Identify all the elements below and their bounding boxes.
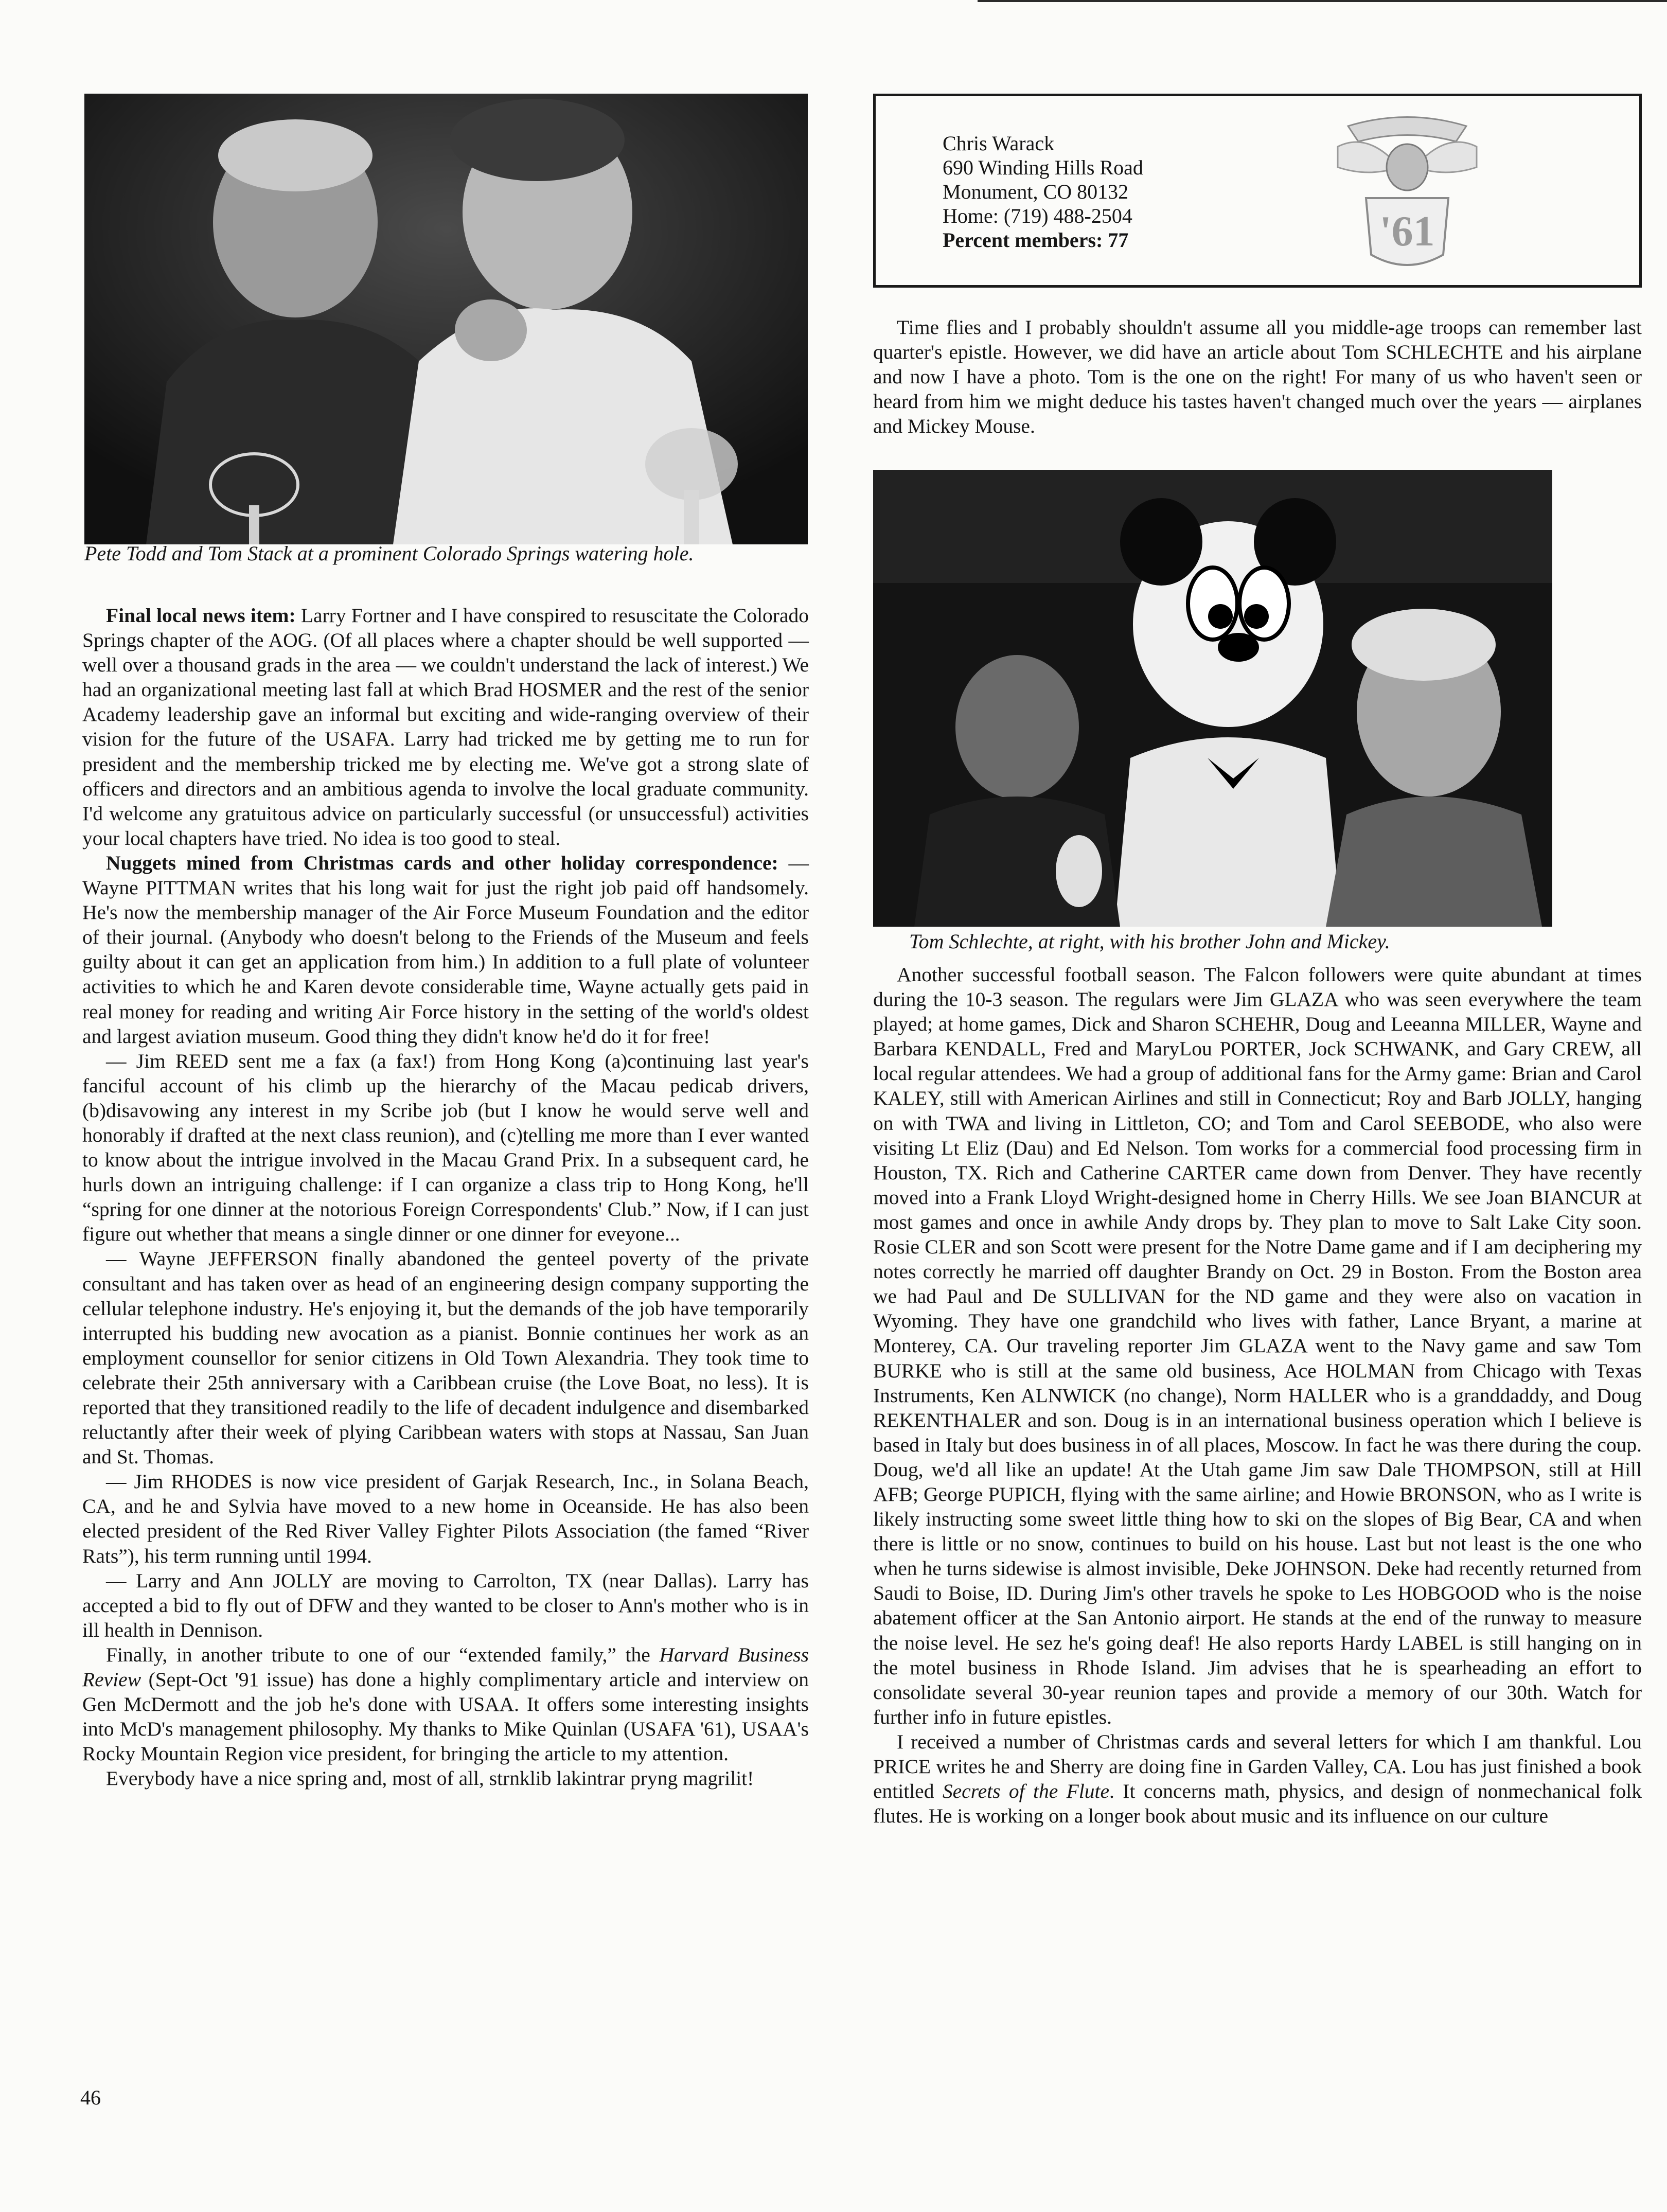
paragraph	[82, 603, 809, 851]
left-column-text	[82, 603, 809, 1791]
contact-address: 690 Winding Hills Road	[943, 156, 1143, 179]
journal-title: Harvard Business Review	[82, 1643, 809, 1691]
crest-year: '61	[1379, 207, 1435, 255]
contact-lines	[943, 131, 1143, 252]
paragraph-text: Time flies and I probably shouldn't assume all you middle-age troops can remember last quarter's epistle. However, we did have an article about Tom SCHLECHTE and his airplane and now I have a photo. Tom is the one on the right! For many of us who haven't seen or heard from him we might deduce his tastes haven't changed much over the years — airplanes and Mickey Mouse.	[873, 316, 1642, 438]
contact-city: Monument, CO 80132	[943, 180, 1129, 203]
paragraph-text: I received a number of Christmas cards and several letters for which I am thankful. Lou PRICE writes he and Sherry are doing fine in Garden Valley, CA. Lou has just finished a book entitled	[873, 1730, 1642, 1803]
photo-todd-stack-image	[84, 94, 808, 544]
paragraph	[873, 315, 1642, 438]
photo-schlechte-mickey-image	[873, 470, 1552, 927]
paragraph-text: Everybody have a nice spring and, most of all, strnklib lakintrar pryng magrilit!	[106, 1767, 754, 1790]
paragraph	[82, 1469, 809, 1568]
paragraph	[873, 1729, 1642, 1828]
paragraph-lead: Final local news item:	[106, 604, 296, 627]
paragraph	[82, 1642, 809, 1766]
paragraph-text: — Wayne PITTMAN writes that his long wait for just the right job paid off handsomely. He's now the membership manager of the Air Force Museum Foundation and the editor of their journal. (Anybody who doesn't belong to the Friends of the Museum and feels guilty about it can get an application from him.) In addition to a full plate of volunteer activities to which he and Karen devote considerable time, Wayne actually gets paid in real money for reading and writing Air Force history in the setting of the world's oldest and largest aviation museum. Good thing they didn't know he'd do it for free!	[82, 851, 809, 1048]
paragraph-text: (Sept-Oct '91 issue) has done a highly complimentary article and interview on Gen McDermott and the job he's done with USAA. It offers some interesting insights into McD's management philosophy. My thanks to Mike Quinlan (USAFA '61), USAA's Rocky Mountain Region vice president, for bringing the article to my attention.	[82, 1668, 809, 1765]
right-intro-text	[873, 315, 1642, 438]
contact-phone: Home: (719) 488-2504	[943, 204, 1132, 227]
paragraph-text: — Jim RHODES is now vice president of Garjak Research, Inc., in Solana Beach, CA, and he and Sylvia have moved to a new home in Oceanside. He has also been elected president of the Red River Valley Fighter Pilots Association (the famed “River Rats”), his term running until 1994.	[82, 1470, 809, 1567]
contact-name: Chris Warack	[943, 132, 1055, 155]
percent-members: Percent members: 77	[943, 228, 1129, 252]
paragraph-lead: Nuggets mined from Christmas cards and other holiday correspondence:	[106, 851, 778, 874]
class-crest-icon	[1327, 111, 1487, 275]
paragraph-text: — Larry and Ann JOLLY are moving to Carrolton, TX (near Dallas). Larry has accepted a bid to fly out of DFW and they wanted to be closer to Ann's mother who is in ill health in Dennison.	[82, 1569, 809, 1641]
paragraph	[873, 962, 1642, 1729]
paragraph-text: Another successful football season. The Falcon followers were quite abundant at times during the 10-3 season. The regulars were Jim GLAZA who was seen everywhere the team played; at home games, Dick and Sharon SCHEHR, Doug and Leeanna MILLER, Wayne and Barbara KENDALL, Fred and MaryLou PORTER, Jock SCHWANK, and Gary CREW, all local regular attendees. We had a group of additional fans for the Army game: Brian and Carol KALEY, still with American Airlines and still in Connecticut; Roy and Barb JOLLY, hanging on with TWA and living in Littleton, CO; and Tom and Carol SEEBODE, who also were visiting Lt Eliz (Dau) and Ed Nelson. Tom works for a commercial food processing firm in Houston, TX. Rich and Catherine CARTER came down from Denver. They have recently moved into a Frank Lloyd Wright-designed home in Cherry Hills. We see Joan BIANCUR at most games and once in awhile Andy drops by. They plan to move to Salt Lake City soon. Rosie CLER and son Scott were present for the Notre Dame game and if I am deciphering my notes correctly he married off daughter Brandy on Oct. 29 in Boston. From the Boston area we had Paul and De SULLIVAN for the ND game and they were also on vacation in Wyoming. They have one grandchild who lives with father, Lance Bryant, a marine at Monterey, CA. Our traveling reporter Jim GLAZA went to the Navy game and saw Tom BURKE who is still at the same old business, Ace HOLMAN from Chicago with Texas Instruments, Ken ALNWICK (no change), Norm HALLER who is a granddaddy, and Doug REKENTHALER and son. Doug is in an international business operation which I believe is based in Italy but does business in of all places, Moscow. In fact he was there during the coup. Doug, we'd all like an update! At the Utah game Jim saw Dale THOMPSON, still at Hill AFB; George PUPICH, flying with the same airline; and Howie BRONSON, who as I write is likely instructing some sweet little thing how to ski on the slopes of Big Bear, CA and when there is little or no snow, continues to build on his house. Last but not least is the one who when he turns sidewise is almost invisible, Deke JOHNSON. Deke had recently returned from Saudi to Boise, ID. During Jim's other travels he spoke to Les HOBGOOD who is the noise abatement officer at the San Antonio airport. He stands at the end of the runway to measure the noise level. He sez he's going deaf! He also reports Hardy LABEL is still hanging on in the motel business in Rhode Island. Jim advises that he is spearheading an effort to consolidate several 30-year reunion tapes and provide a memory of our 30th. Watch for further info in future epistles.	[873, 963, 1642, 1728]
top-rule	[978, 0, 1667, 2]
photo-caption-todd-stack: Pete Todd and Tom Stack at a prominent Colorado Springs watering hole.	[84, 542, 694, 565]
scribe-contact-box	[873, 94, 1642, 288]
photo-todd-stack	[84, 94, 808, 544]
paragraph-text: Finally, in another tribute to one of our “extended family,” the	[106, 1643, 660, 1666]
paragraph-text: — Jim REED sent me a fax (a fax!) from Hong Kong (a)continuing last year's fanciful account of his climb up the hierarchy of the Macau pedicab drivers, (b)disavowing any interest in my Scribe job (but I know he would serve well and honorably if drafted at the next class reunion), and (c)telling me more than I ever wanted to know about the intrigue involved in the Macau Grand Prix. In a subsequent card, he hurls down an intriguing challenge: if I can organize a class trip to Hong Kong, he'll “spring for one dinner at the notorious Foreign Correspondents' Club.” Now, if I can just figure out whether that means a single dinner or one dinner for eveyone...	[82, 1049, 809, 1246]
paragraph	[82, 1246, 809, 1469]
paragraph	[82, 851, 809, 1049]
paragraph	[82, 1766, 809, 1791]
photo-caption-schlechte: Tom Schlechte, at right, with his brother John and Mickey.	[909, 930, 1390, 953]
right-column-text	[873, 962, 1642, 1828]
paragraph	[82, 1049, 809, 1247]
paragraph-text: . It concerns math, physics, and design of nonmechanical folk flutes. He is working on a longer book about music and its influence on our culture	[873, 1780, 1642, 1828]
paragraph-text: — Wayne JEFFERSON finally abandoned the genteel poverty of the private consultant and has taken over as head of an engineering design company supporting the cellular telephone industry. He's enjoying it, but the demands of the job have temporarily interrupted his budding new avocation as a pianist. Bonnie continues her work as an employment counsellor for senior citizens in Old Town Alexandria. They took time to celebrate their 25th anniversary with a Caribbean cruise (the Love Boat, no less). It is reported that they transitioned readily to the life of decadent indulgence and disembarked reluctantly after their week of plying Caribbean waters with stops at Nassau, San Juan and St. Thomas.	[82, 1247, 809, 1468]
book-title: Secrets of the Flute	[942, 1780, 1110, 1803]
paragraph	[82, 1568, 809, 1642]
paragraph-text: Larry Fortner and I have conspired to resuscitate the Colorado Springs chapter of the AOG. (Of all places where a chapter should be well supported — well over a thousand grads in the area — we couldn't understand the lack of interest.) We had an organizational meeting last fall at which Brad HOSMER and the rest of the senior Academy leadership gave an informal but exciting and wide-ranging overview of their vision for the future of the USAFA. Larry had tricked me by getting me to run for president and the membership tricked me by electing me. We've got a strong slate of officers and directors and an ambitious agenda to involve the local graduate community. I'd welcome any gratuitous advice on particularly successful (or unsuccessful) activities your local chapters have tried. No idea is too good to steal.	[82, 604, 809, 850]
page-number: 46	[80, 2086, 101, 2109]
photo-schlechte-mickey	[873, 470, 1552, 927]
